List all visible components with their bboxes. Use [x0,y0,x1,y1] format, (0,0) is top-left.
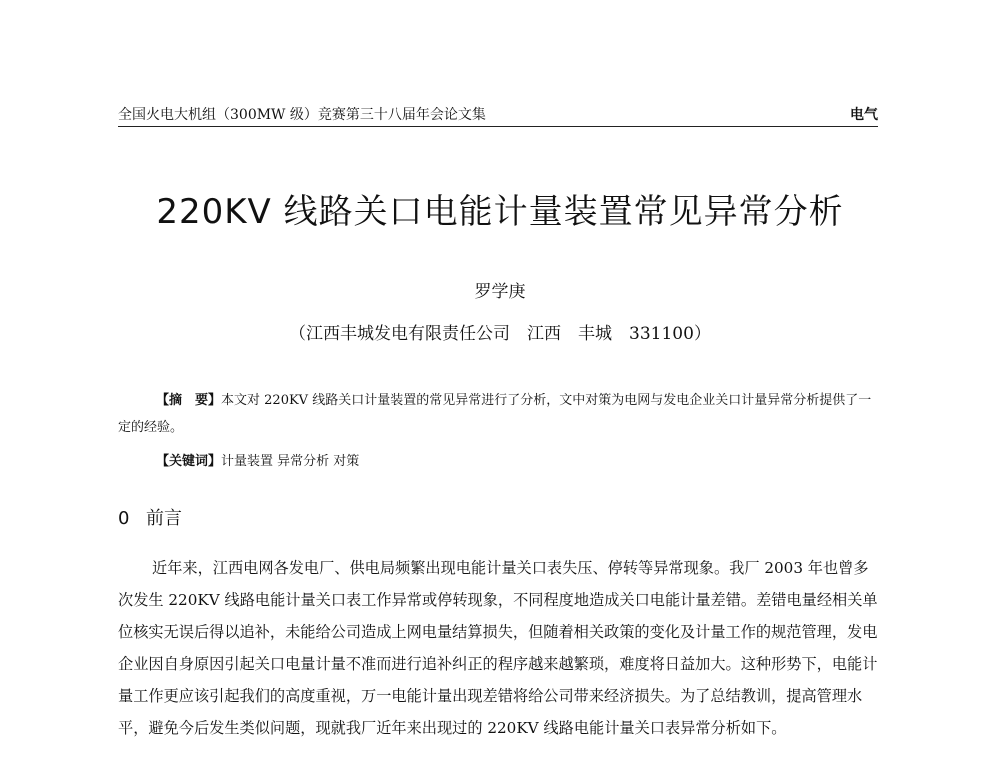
body-paragraph: 近年来，江西电网各发电厂、供电局频繁出现电能计量关口表失压、停转等异常现象。我厂 2003 年也曾多次发生 220KV 线路电能计量关口表工作异常或停转现象，不同程度地造成关口电能计量差错。差错电量经相关单位核实无误后得以追补，未能给公司造成上网电量结算损失，但随着相关政策的变化及计量工作的规范管理，发电企业因自身原因引起关口电量计量不准而进行追补纠正的程序越来越繁琐，难度将日益加大。这种形势下，电能计量工作更应该引起我们的高度重视，万一电能计量出现差错将给公司带来经济损失。为了总结教训，提高管理水平，避免今后发生类似问题，现就我厂近年来出现过的 220KV 线路电能计量关口表异常分析如下。 [118,559,878,737]
author-affiliation: （江西丰城发电有限责任公司 江西 丰城 331100） [289,324,711,344]
abstract [118,387,878,441]
running-header [118,106,878,127]
section-heading [118,506,182,532]
section-tag: 电气 [850,107,878,123]
keywords-label: 【关键词】 [156,454,222,469]
abstract-text: 本文对 220KV 线路关口计量装置的常见异常进行了分析，文中对策为电网与发电企业关口计量异常分析提供了一定的经验。 [118,393,872,435]
proceedings-title: 全国火电大机组（300MW 级）竞赛第三十八届年会论文集 [118,107,486,123]
keywords [156,452,359,472]
keywords-text: 计量装置 异常分析 对策 [221,454,360,469]
paper-title: 220KV 线路关口电能计量装置常见异常分析 [156,192,844,232]
section-title: 前言 [146,508,182,529]
section-number: 0 [118,508,130,529]
author-name: 罗学庚 [474,282,526,302]
abstract-label: 【摘 要】 [156,393,222,408]
